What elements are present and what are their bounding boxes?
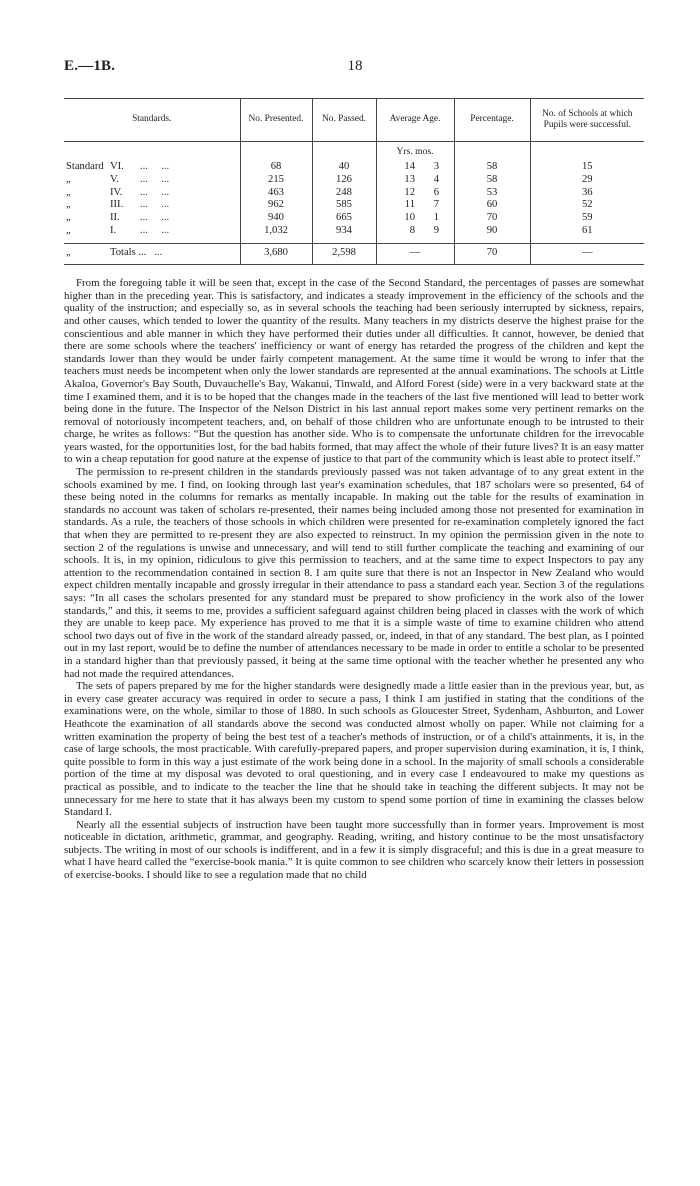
percentage-cell: 90 (454, 225, 530, 243)
age-months: 9 (433, 225, 439, 237)
age-cell (376, 187, 454, 200)
age-months: 1 (433, 212, 439, 224)
percentage-cell: 58 (454, 158, 530, 174)
standard-cell: „ V. ... ... (66, 173, 170, 185)
presented-cell: 940 (240, 212, 312, 225)
results-table (64, 98, 644, 265)
percentage-cell: 70 (454, 212, 530, 225)
header-average-age: Average Age. (376, 99, 454, 142)
percentage-cell: 53 (454, 187, 530, 200)
header-standards: Standards. (64, 99, 240, 142)
header-presented: No. Presented. (240, 99, 312, 142)
age-months: 6 (433, 186, 439, 198)
totals-presented: 3,680 (240, 244, 312, 265)
passed-cell: 126 (312, 174, 376, 187)
age-years: 14 (404, 160, 415, 172)
table-body (64, 142, 644, 265)
standard-cell: „ IV. ... ... (66, 186, 170, 198)
standard-cell: „ I. ... ... (66, 225, 170, 237)
table-row (64, 187, 644, 200)
age-cell (376, 199, 454, 212)
schools-cell: 52 (530, 199, 644, 212)
age-cell (376, 174, 454, 187)
age-units-row (64, 142, 644, 158)
standard-numeral: V. (110, 173, 119, 185)
schools-cell: 15 (530, 158, 644, 174)
standard-prefix: „ (66, 186, 71, 198)
passed-cell: 248 (312, 187, 376, 200)
standard-prefix: „ (66, 212, 71, 224)
standard-numeral: III. (110, 199, 124, 211)
presented-cell: 962 (240, 199, 312, 212)
totals-row (64, 244, 644, 265)
table-header-row (64, 99, 644, 142)
passed-cell: 665 (312, 212, 376, 225)
age-cell (376, 212, 454, 225)
age-months: 4 (433, 173, 439, 185)
standard-numeral: I. (110, 225, 117, 237)
table-row (64, 158, 644, 174)
paragraph: Nearly all the essential subjects of instruction have been taught more successfully than in former years. Improvement is most noticeable in dictation, arithmetic, grammar, and geography. Reading, writing, and history continue to be the most unsatisfactory subjects. The writing in most of our schools is indifferent, and in a few it is simply disgraceful; and this is due in a great measure to what I have heard called the “exercise-book mania.” It is quite common to see children who scarcely know their letters in possession of exercise-books. I should like to see a regulation made that no child (64, 818, 644, 882)
page-number: 18 (347, 58, 363, 74)
passed-cell: 934 (312, 225, 376, 243)
table-row (64, 212, 644, 225)
header-percentage: Percentage. (454, 99, 530, 142)
table-row (64, 199, 644, 212)
header-schools: No. of Schools at which Pupils were successful. (530, 99, 644, 142)
age-years: 8 (409, 225, 415, 237)
paragraph: The sets of papers prepared by me for the higher standards were designedly made a little easier than in the previous year, but, as in every case greater accuracy was required in order to secure a pass, I think I am justified in stating that the conditions of the examinations were, on the whole, similar to those of 1880. In such schools as Gloucester Street, Sydenham, Ashburton, and Lower Heathcote the examination of all standards above the second was conducted almost wholly on paper. While not claiming for a written examination the property of being the best test of a teacher's methods of instruction, or of a child's attainments, it is, in the case of large schools, the most practicable. With carefully-prepared papers, and proper supervision during examination, it is, I think, quite possible to form in this way a just estimate of the work being done in a school. In the majority of small schools a considerable portion of the time at my disposal was devoted to oral questioning, and in every case I endeavoured to make my questions as practical as possible, and to indicate to the teacher the line that he should take in teaching the different subjects. It may not be unnecessary for me here to state that it has always been my custom to spend some portion of time in examining the classes below Standard I. (64, 680, 644, 819)
standard-prefix: „ (66, 225, 71, 237)
percentage-cell: 60 (454, 199, 530, 212)
standard-numeral: IV. (110, 186, 123, 198)
totals-percentage: 70 (454, 244, 530, 265)
age-units: Yrs. mos. (376, 142, 454, 158)
age-years: 12 (404, 186, 415, 198)
standard-cell: „ II. ... ... (66, 212, 170, 224)
standard-cell: Standard VI. ... ... (66, 160, 170, 172)
totals-prefix: „ (66, 247, 71, 259)
standard-prefix: Standard (66, 160, 104, 172)
standard-numeral: VI. (110, 160, 124, 172)
age-years: 10 (404, 212, 415, 224)
standard-numeral: II. (110, 212, 120, 224)
schools-cell: 61 (530, 225, 644, 243)
age-cell (376, 158, 454, 174)
standard-cell: „ III. ... ... (66, 199, 170, 211)
schools-cell: 36 (530, 187, 644, 200)
totals-label: Totals ... (110, 247, 147, 259)
presented-cell: 68 (240, 158, 312, 174)
paragraph: The permission to re-present children in the standards previously passed was not taken advantage of to any great extent in the schools examined by me. I find, on looking through last year's examination schedules, that 187 scholars were so presented, 64 of these being noted in the columns for remarks as mentally incapable. In making out the table for the results of examination in standards no account was taken of scholars re-presented, their names being included among those not presented for examination in standards. As a rule, the teachers of those schools in which children were presented for re-examination completely ignored the fact that when they are permitted to re-present they are also expected to reinstruct. In my opinion the permission given in the note to section 2 of the regulations is unwise and unnecessary, and will tend to still further complicate the teaching and examining of our schools. It is, in my opinion, ridiculous to give this permission to teachers, and at the same time to expect Inspectors to pay any attention to the recommendation contained in section 8. I am quite sure that there is not an Inspector in New Zealand who would expect children mentally incapable and grossly irregular in their attendance to pass a standard each year. Section 3 of the regulations says: “In all cases the scholars presented for any standard must be prepared to show proficiency in the work also of the lower standards,” and this, it seems to me, provides a sufficient safeguard against children being placed in classes with the work of which they are unable to keep pace. My experience has proved to me that it is a simple waste of time to examine children who attend school two days out of five in the work of the standard already passed, or, indeed, in that of any standard. The best plan, as I pointed out in my last report, would be to define the number of attendances necessary to be made in order to entitle a scholar to be presented in a standard higher than that previously passed, it being at the same time optional with the teacher whether he presented any who had not made the required attendances. (64, 466, 644, 680)
age-cell (376, 225, 454, 243)
body-text (64, 277, 644, 882)
age-years: 11 (404, 199, 415, 211)
age-months: 7 (433, 199, 439, 211)
passed-cell: 40 (312, 158, 376, 174)
standard-prefix: „ (66, 173, 71, 185)
schools-cell: 29 (530, 174, 644, 187)
age-months: 3 (433, 160, 439, 172)
paragraph: From the foregoing table it will be seen that, except in the case of the Second Standard, the percentages of passes are somewhat higher than in the preceding year. This is satisfactory, and indicates a steady improvement in the efficiency of the schools and the quality of the instruction; and especially so, as in several schools the teaching had been seriously interrupted by sickness, repairs, and other causes, which tended to lower the quantity of the results. Many teachers in my districts deserve the highest praise for the conscientious and able manner in which they have performed their duties under all difficulties. It cannot, however, be denied that there are some schools where the teachers' inefficiency or want of energy has retarded the progress of the children and kept the standards lower than they would be under fairly competent management. At the same time it would be wrong to infer that the teachers must needs be incompetent when only the lower standards are represented at the annual examinations. The schools at Little Akaloa, Governor's Bay South, Duvauchelle's Bay, Wakanui, Tinwald, and Alford Forest (side) were in a very backward state at the time I examined them, and it is to be hoped that the changes made in the teachers of the last five mentioned will lead to better work being done in the future. The Inspector of the Nelson District in his last annual report makes some very pertinent remarks on the removal of notoriously incompetent teachers, and, on behalf of those children who are unfortunate enough to be intrusted to their charge, he writes as follows: “But the question has another side. Who is to compensate the unfortunate children for the irrevocable years wasted, for the opportunities lost, for the bad habits formed, that may affect the whole of their future lives? It is an easy matter to win a cheap reputation for good nature at the expense of justice to that part of the community which is least able to protect itself.” (64, 277, 644, 466)
presented-cell: 463 (240, 187, 312, 200)
table-row (64, 225, 644, 243)
age-years: 13 (404, 173, 415, 185)
header-passed: No. Passed. (312, 99, 376, 142)
percentage-cell: 58 (454, 174, 530, 187)
totals-passed: 2,598 (312, 244, 376, 265)
table-row (64, 174, 644, 187)
running-head (64, 58, 646, 78)
passed-cell: 585 (312, 199, 376, 212)
totals-age: — (376, 244, 454, 265)
totals-schools: — (530, 244, 644, 265)
presented-cell: 1,032 (240, 225, 312, 243)
schools-cell: 59 (530, 212, 644, 225)
presented-cell: 215 (240, 174, 312, 187)
document-reference: E.—1B. (64, 58, 116, 74)
standard-prefix: „ (66, 199, 71, 211)
totals-label-cell: „ Totals ... ... (64, 244, 240, 265)
